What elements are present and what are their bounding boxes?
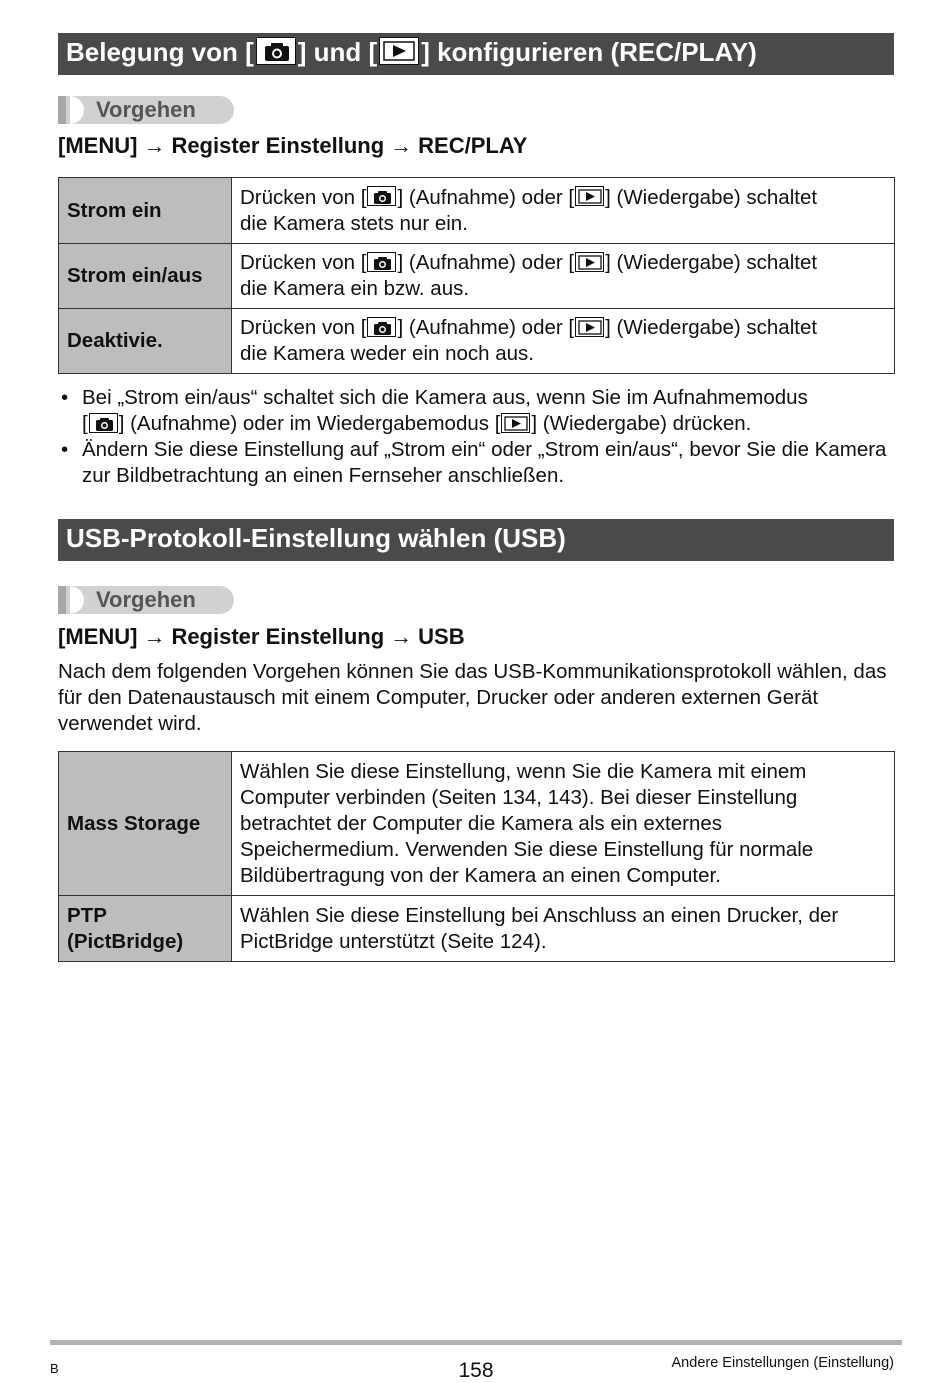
badge-bar — [58, 586, 66, 614]
procedure-badge — [58, 96, 234, 124]
menu-path-menu: [MENU] — [58, 624, 138, 649]
footer-chapter-title: Andere Einstellungen (Einstellung) — [671, 1355, 894, 1371]
note-text: Ändern Sie diese Einstellung auf „Strom ein“ oder „Strom ein/aus“, bevor Sie die Kamera zur Bildbetrachtung an einen Fernseher anschließen. — [82, 438, 887, 487]
section-title-usb: USB-Protokoll-Einstellung wählen (USB) — [58, 519, 894, 561]
section-title-rec-play — [58, 33, 894, 75]
option-description — [232, 178, 895, 244]
desc-text: ] (Wiedergabe) schaltet — [605, 251, 818, 274]
footer-divider — [50, 1340, 902, 1345]
desc-text: ] (Aufnahme) oder [ — [397, 185, 575, 209]
arrow-right-icon: → — [143, 624, 166, 649]
note-text: ] (Wiedergabe) drücken. — [531, 412, 752, 435]
option-description — [232, 244, 895, 309]
note-text: Bei „Strom ein/aus“ schaltet sich die Kamera aus, wenn Sie im Aufnahmemodus — [82, 386, 808, 409]
desc-text: Drücken von [ — [240, 316, 367, 339]
rec-play-options-table — [58, 177, 895, 374]
table-row — [59, 244, 895, 309]
camera-icon — [367, 317, 396, 337]
desc-text: die Kamera weder ein noch aus. — [240, 342, 535, 365]
notes-list — [58, 385, 898, 489]
option-name: Deaktivie. — [59, 309, 232, 374]
table-row — [59, 309, 895, 374]
usb-intro-paragraph: Nach dem folgenden Vorgehen können Sie das USB-Kommunikationsprotokoll wählen, das für den Datenaustausch mit einem Computer, Drucker oder anderen externen Gerät verwendet wird. — [58, 660, 887, 735]
note-text: ] (Aufnahme) oder im Wiedergabemodus [ — [118, 412, 501, 435]
list-item — [58, 437, 898, 489]
desc-text: ] (Aufnahme) oder [ — [397, 316, 575, 339]
option-name-line: (PictBridge) — [67, 929, 184, 953]
camera-icon — [367, 252, 396, 272]
menu-path-menu: [MENU] — [58, 133, 138, 158]
section-title-text-3: ] konfigurieren (REC/PLAY) — [421, 37, 757, 67]
footer-language-marker: B — [50, 1361, 59, 1376]
option-name: Strom ein/aus — [59, 244, 232, 309]
camera-icon — [89, 413, 118, 433]
desc-text: ] (Aufnahme) oder [ — [397, 251, 575, 274]
option-name: Strom ein — [59, 178, 232, 244]
option-description: Wählen Sie diese Einstellung, wenn Sie die Kamera mit einem Computer verbinden (Seiten 134, 143). Bei dieser Einstellung betrachtet der Computer die Kamera als ein externes Speichermedium. Verwenden Sie diese Einstellung für normale Bildübertragung von der Kamera an einen Computer. — [232, 752, 895, 896]
option-name-line: PTP — [67, 903, 107, 927]
procedure-label: Vorgehen — [96, 587, 196, 612]
option-name: Mass Storage — [59, 752, 232, 896]
play-icon — [575, 186, 604, 206]
table-row — [59, 178, 895, 244]
table-row — [59, 752, 895, 896]
arrow-right-icon: → — [143, 133, 166, 158]
menu-path-item: REC/PLAY — [418, 133, 528, 158]
table-row — [59, 896, 895, 962]
menu-path — [58, 624, 465, 650]
procedure-badge — [58, 586, 234, 614]
option-name — [59, 896, 232, 962]
menu-path-item: USB — [418, 624, 465, 649]
option-description: Wählen Sie diese Einstellung bei Anschluss an einen Drucker, der PictBridge unterstützt (Seite 124). — [232, 896, 895, 962]
badge-notch — [70, 96, 84, 124]
desc-text: die Kamera stets nur ein. — [240, 211, 468, 235]
play-icon — [379, 37, 419, 65]
page-number: 158 — [458, 1359, 494, 1382]
arrow-right-icon: → — [390, 133, 413, 158]
play-icon — [575, 317, 604, 337]
section-title-text-1: Belegung von [ — [66, 37, 254, 67]
desc-text: ] (Wiedergabe) schaltet — [605, 316, 818, 339]
usb-options-table — [58, 751, 895, 962]
menu-path-register: Register Einstellung — [171, 133, 385, 158]
badge-bar — [58, 96, 66, 124]
desc-text: die Kamera ein bzw. aus. — [240, 277, 470, 300]
list-item — [58, 385, 898, 437]
option-description — [232, 309, 895, 374]
badge-notch — [70, 586, 84, 614]
menu-path-register: Register Einstellung — [171, 624, 385, 649]
section-title-text-2: ] und [ — [297, 37, 378, 67]
arrow-right-icon: → — [390, 624, 413, 649]
camera-icon — [256, 37, 296, 65]
desc-text: ] (Wiedergabe) schaltet — [605, 185, 818, 209]
procedure-label: Vorgehen — [96, 97, 196, 122]
desc-text: Drücken von [ — [240, 185, 367, 209]
menu-path — [58, 133, 527, 159]
play-icon — [575, 252, 604, 272]
desc-text: Drücken von [ — [240, 251, 367, 274]
play-icon — [501, 413, 530, 433]
note-text: [ — [82, 412, 88, 435]
camera-icon — [367, 186, 396, 206]
